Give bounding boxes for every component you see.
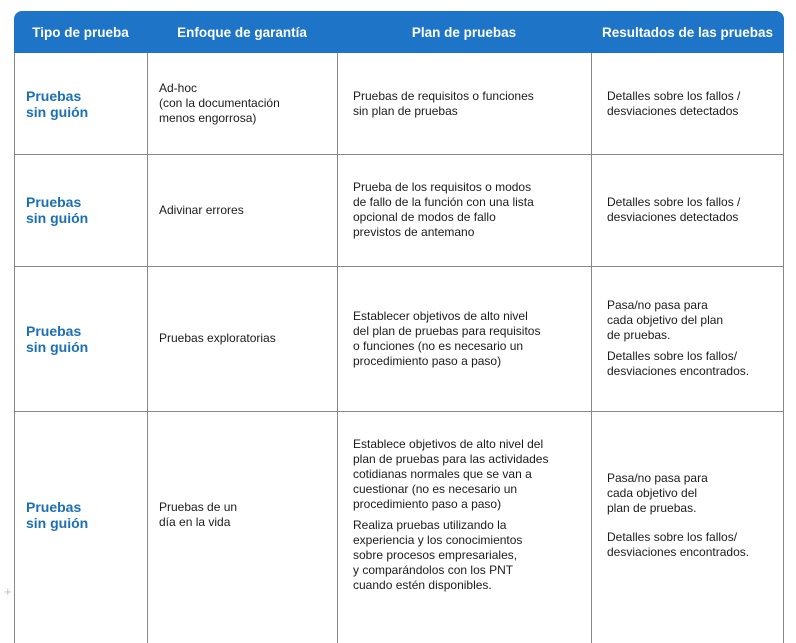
grid-line: [591, 53, 592, 643]
row-approach: [147, 266, 337, 411]
plan-detail-text: Realiza pruebas utilizando la experiencia y los conocimientos sobre procesos empresariales, y comparándolos con los PNT cuando estén disponibles.: [353, 518, 523, 592]
grid-line: [14, 266, 784, 267]
header-tipo-de-prueba: Tipo de prueba: [32, 24, 129, 40]
row-plan: [341, 154, 591, 266]
row-results: [595, 411, 784, 619]
results-text: Pasa/no pasa para cada objetivo del plan de pruebas.: [607, 470, 708, 515]
plan-text: Establecer objetivos de alto nivel del plan de pruebas para requisitos o funciones (no es necesario un procedimiento paso a paso): [353, 308, 541, 368]
row-type: [14, 411, 147, 619]
plan-text: Prueba de los requisitos o modos de fallo de la función con una lista opcional de modos de fallo previstos de antemano: [353, 180, 534, 239]
header-resultados: Resultados de las pruebas: [601, 24, 774, 40]
results-detail-text: Detalles sobre los fallos/ desviaciones encontrados.: [607, 349, 750, 378]
table-row: [14, 154, 784, 266]
type-label: Pruebas sin guión: [26, 194, 89, 226]
results-text: Pasa/no pasa para cada objetivo del plan de pruebas.: [607, 298, 724, 342]
type-label: Pruebas sin guión: [26, 87, 89, 120]
grid-line: [14, 53, 15, 643]
row-plan: [341, 411, 591, 619]
grid-line: [147, 53, 148, 643]
row-results: [595, 53, 784, 154]
plan-text: Establece objetivos de alto nivel del plan de pruebas para las actividades cotidianas normales que se van a cuestionar (no es necesario un procedimiento paso a paso): [353, 437, 549, 511]
table-header: [14, 11, 784, 53]
row-plan: [341, 53, 591, 154]
row-type: [14, 154, 147, 266]
results-text: Detalles sobre los fallos / desviaciones detectados: [607, 195, 741, 224]
results-detail-text: Detalles sobre los fallos/ desviaciones encontrados.: [607, 529, 750, 559]
plus-icon: +: [4, 584, 12, 599]
grid-line: [14, 154, 784, 155]
type-label: Pruebas sin guión: [26, 499, 89, 531]
row-type: [14, 53, 147, 154]
results-stack: [607, 298, 749, 379]
grid-line: [783, 53, 784, 643]
table-row: [14, 53, 784, 154]
row-approach: [147, 411, 337, 619]
grid-line: [337, 53, 338, 643]
approach-text: Pruebas de un día en la vida: [159, 500, 238, 529]
table-row: [14, 266, 784, 411]
results-stack: [607, 471, 749, 560]
type-label: Pruebas sin guión: [26, 322, 89, 355]
row-type: [14, 266, 147, 411]
test-types-table: [14, 11, 784, 631]
results-text: Detalles sobre los fallos / desviaciones detectados: [607, 88, 741, 118]
table-row: [14, 411, 784, 619]
approach-text: Adivinar errores: [159, 202, 244, 217]
grid-line: [14, 411, 784, 412]
row-approach: [147, 154, 337, 266]
row-approach: [147, 53, 337, 154]
plan-stack: [353, 437, 548, 593]
header-plan: Plan de pruebas: [411, 24, 517, 40]
plan-text: Pruebas de requisitos o funciones sin plan de pruebas: [353, 88, 534, 118]
row-results: [595, 266, 784, 411]
approach-text: Pruebas exploratorias: [159, 331, 276, 345]
row-plan: [341, 266, 591, 411]
row-results: [595, 154, 784, 266]
header-enfoque: Enfoque de garantía: [177, 24, 307, 40]
approach-text: Ad-hoc (con la documentación menos engorrosa): [159, 81, 280, 125]
